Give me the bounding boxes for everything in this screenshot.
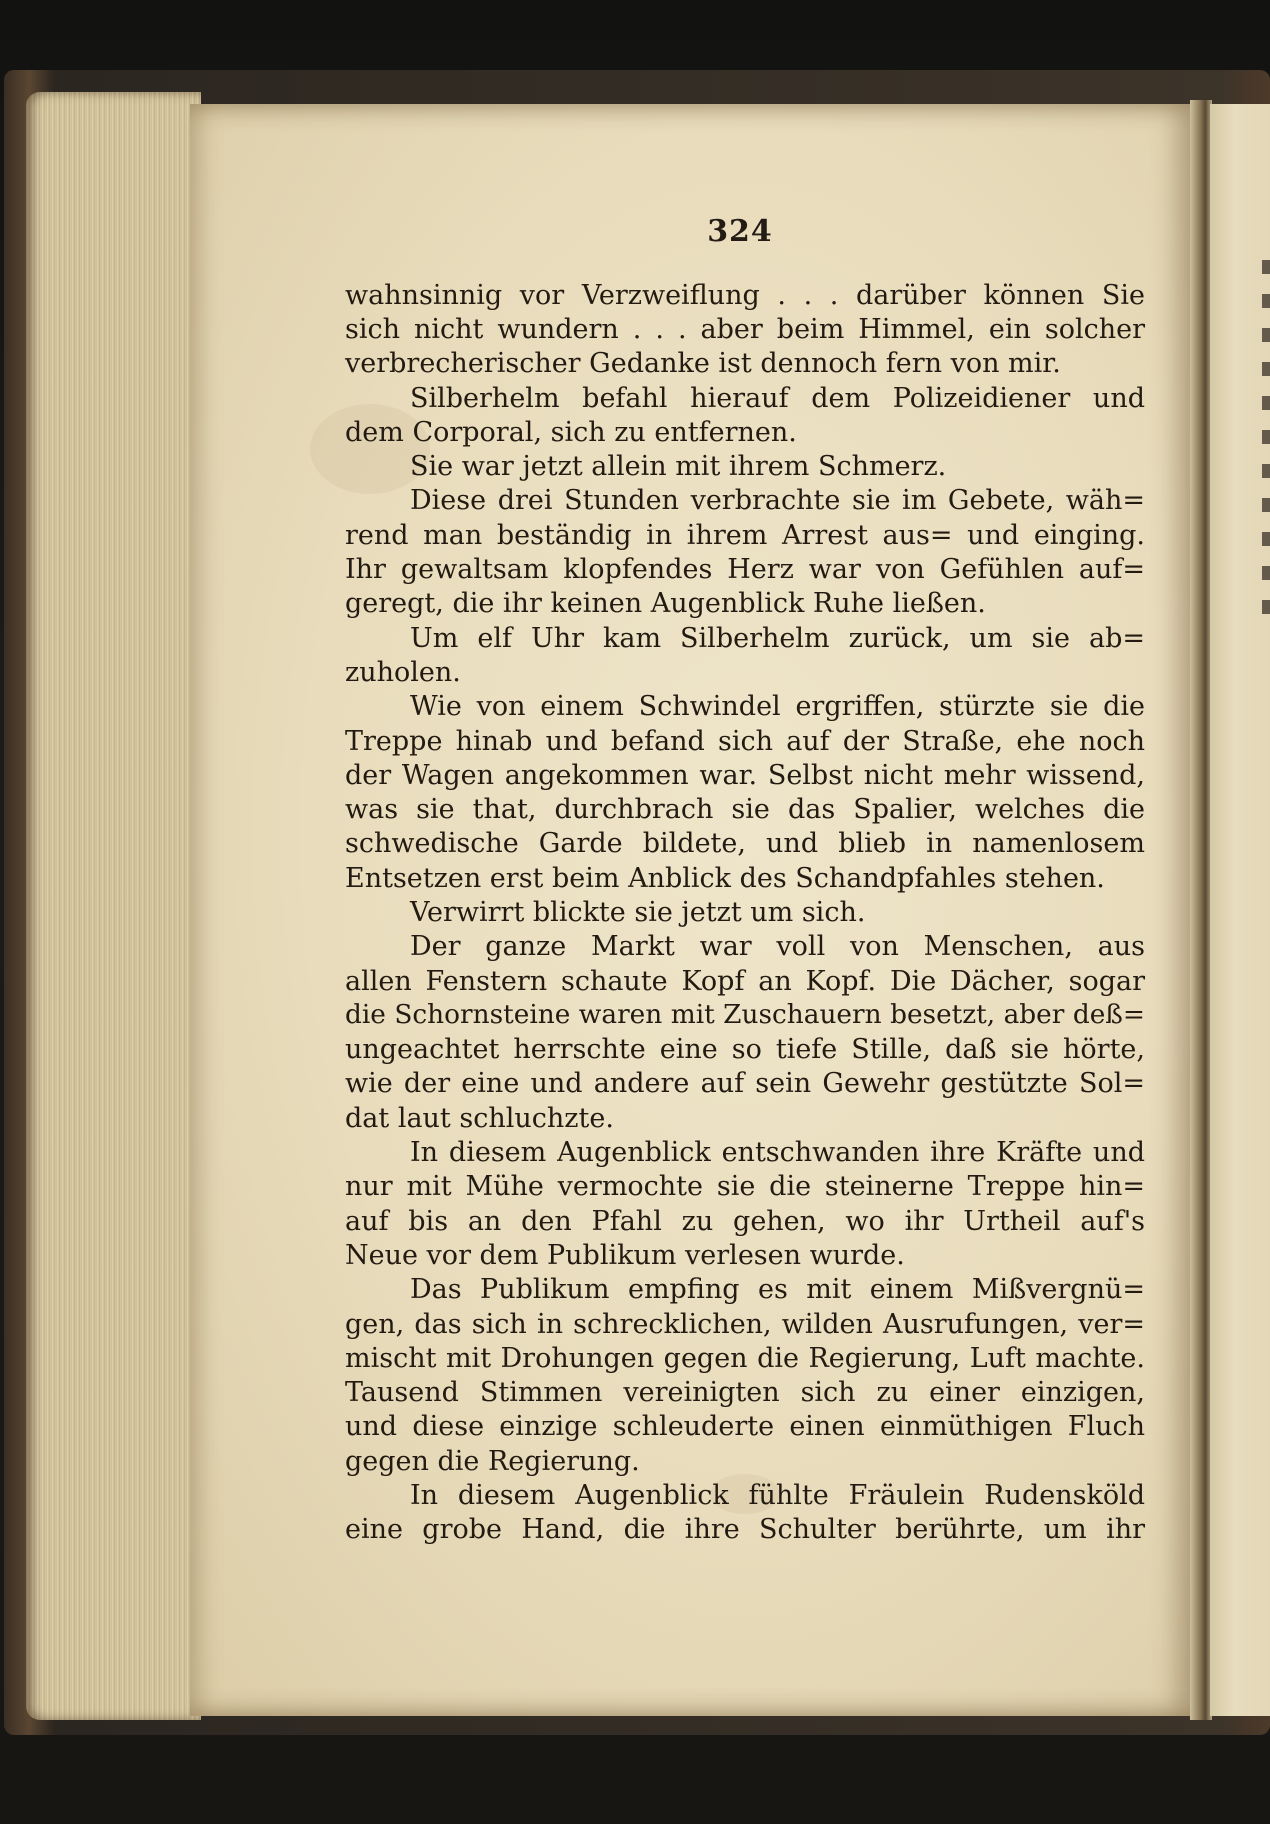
- text-line: [345, 449, 1145, 483]
- text-line: [345, 1513, 1145, 1547]
- text-line-content: Das Publikum empfing es mit einem Mißvergnü=: [410, 1274, 1145, 1306]
- text-line-content: Silberhelm befahl hierauf dem Polizeidiener und: [410, 382, 1145, 414]
- book-gutter: [1190, 100, 1212, 1720]
- text-line: [345, 1478, 1145, 1512]
- text-line: [345, 1410, 1145, 1444]
- text-line-content: sich nicht wundern . . . aber beim Himmel, ein solcher: [345, 313, 1145, 345]
- text-line-content: In diesem Augenblick entschwanden ihre Kräfte und: [410, 1137, 1145, 1169]
- text-line: [345, 930, 1145, 964]
- text-line: [345, 1444, 1145, 1478]
- text-line-content: der Wagen angekommen war. Selbst nicht mehr wissend,: [345, 759, 1145, 791]
- text-line-content: mischt mit Drohungen gegen die Regierung, Luft machte.: [345, 1342, 1145, 1374]
- text-line-content: In diesem Augenblick fühlte Fräulein Rudensköld: [410, 1480, 1145, 1512]
- text-line: [345, 998, 1145, 1032]
- text-line-content: Tausend Stimmen vereinigten sich zu einer einzigen,: [345, 1377, 1145, 1409]
- text-line: [345, 1033, 1145, 1067]
- facing-page-text-fragments: [1262, 260, 1270, 620]
- text-line: [345, 552, 1145, 586]
- text-line-content: wahnsinnig vor Verzweiflung . . . darüber können Sie: [345, 279, 1145, 311]
- text-line: [345, 587, 1145, 621]
- text-line: [345, 484, 1145, 518]
- text-line-content: rend man beständig in ihrem Arrest aus= und einging.: [345, 519, 1145, 551]
- text-line-content: allen Fenstern schaute Kopf an Kopf. Die Dächer, sogar: [345, 965, 1145, 997]
- text-line: [345, 381, 1145, 415]
- text-line-content: dem Corporal, sich zu entfernen.: [345, 416, 797, 448]
- text-line: [345, 1307, 1145, 1341]
- text-line-content: auf bis an den Pfahl zu gehen, wo ihr Urtheil auf's: [345, 1205, 1145, 1237]
- text-line-content: Wie von einem Schwindel ergriffen, stürzte sie die: [410, 691, 1145, 723]
- text-line-content: Treppe hinab und befand sich auf der Straße, ehe noch: [345, 725, 1145, 757]
- text-line: [345, 690, 1145, 724]
- text-line: [345, 278, 1145, 312]
- text-line-content: Der ganze Markt war voll von Menschen, aus: [410, 931, 1145, 963]
- text-line-content: Ihr gewaltsam klopfendes Herz war von Gefühlen auf=: [345, 554, 1145, 586]
- text-line: [345, 827, 1145, 861]
- text-line: [345, 655, 1145, 689]
- text-line: [345, 415, 1145, 449]
- text-line: [345, 1170, 1145, 1204]
- text-line: [345, 1067, 1145, 1101]
- text-line: [345, 518, 1145, 552]
- text-line: [345, 792, 1145, 826]
- page-number: 324: [707, 214, 773, 249]
- text-line: [345, 895, 1145, 929]
- text-line-content: und diese einzige schleuderte einen einmüthigen Fluch: [345, 1411, 1145, 1443]
- text-line: [345, 1204, 1145, 1238]
- text-line-content: was sie that, durchbrach sie das Spalier, welches die: [345, 794, 1145, 826]
- text-line-content: Um elf Uhr kam Silberhelm zurück, um sie ab=: [410, 622, 1145, 654]
- text-line-content: verbrecherischer Gedanke ist dennoch fern von mir.: [345, 348, 1061, 380]
- text-line: [345, 758, 1145, 792]
- text-line: [345, 1273, 1145, 1307]
- text-line: [345, 1376, 1145, 1410]
- text-line-content: eine grobe Hand, die ihre Schulter berührte, um ihr: [345, 1514, 1145, 1546]
- text-line-content: Verwirrt blickte sie jetzt um sich.: [410, 896, 866, 928]
- text-line-content: Sie war jetzt allein mit ihrem Schmerz.: [410, 451, 947, 483]
- text-line: [345, 1101, 1145, 1135]
- text-line-content: die Schornsteine waren mit Zuschauern besetzt, aber deß=: [345, 1000, 1145, 1031]
- page-edges: [26, 92, 201, 1720]
- text-line-content: Diese drei Stunden verbrachte sie im Gebete, wäh=: [410, 485, 1145, 517]
- text-line: [345, 964, 1145, 998]
- text-line-content: gegen die Regierung.: [345, 1445, 640, 1477]
- text-line-content: ungeachtet herrschte eine so tiefe Stille, daß sie hörte,: [345, 1034, 1145, 1066]
- text-line-content: Neue vor dem Publikum verlesen wurde.: [345, 1239, 905, 1271]
- text-line-content: wie der eine und andere auf sein Gewehr gestützte Sol=: [345, 1068, 1145, 1100]
- text-line-content: geregt, die ihr keinen Augenblick Ruhe ließen.: [345, 588, 986, 620]
- text-line: [345, 621, 1145, 655]
- page-text: [345, 278, 1145, 1547]
- text-line-content: dat laut schluchzte.: [345, 1102, 614, 1134]
- text-line-content: gen, das sich in schrecklichen, wilden Ausrufungen, ver=: [345, 1308, 1145, 1340]
- text-line-content: Entsetzen erst beim Anblick des Schandpfahles stehen.: [345, 862, 1105, 894]
- text-line-content: nur mit Mühe vermochte sie die steinerne Treppe hin=: [345, 1171, 1145, 1203]
- text-line: [345, 1341, 1145, 1375]
- text-line: [345, 1238, 1145, 1272]
- text-line: [345, 347, 1145, 381]
- text-line-content: schwedische Garde bildete, und blieb in namenlosem: [345, 828, 1145, 860]
- text-line: [345, 724, 1145, 758]
- text-line: [345, 861, 1145, 895]
- text-line: [345, 1135, 1145, 1169]
- facing-page: [1210, 104, 1270, 1716]
- text-line: [345, 312, 1145, 346]
- text-line-content: zuholen.: [345, 656, 461, 688]
